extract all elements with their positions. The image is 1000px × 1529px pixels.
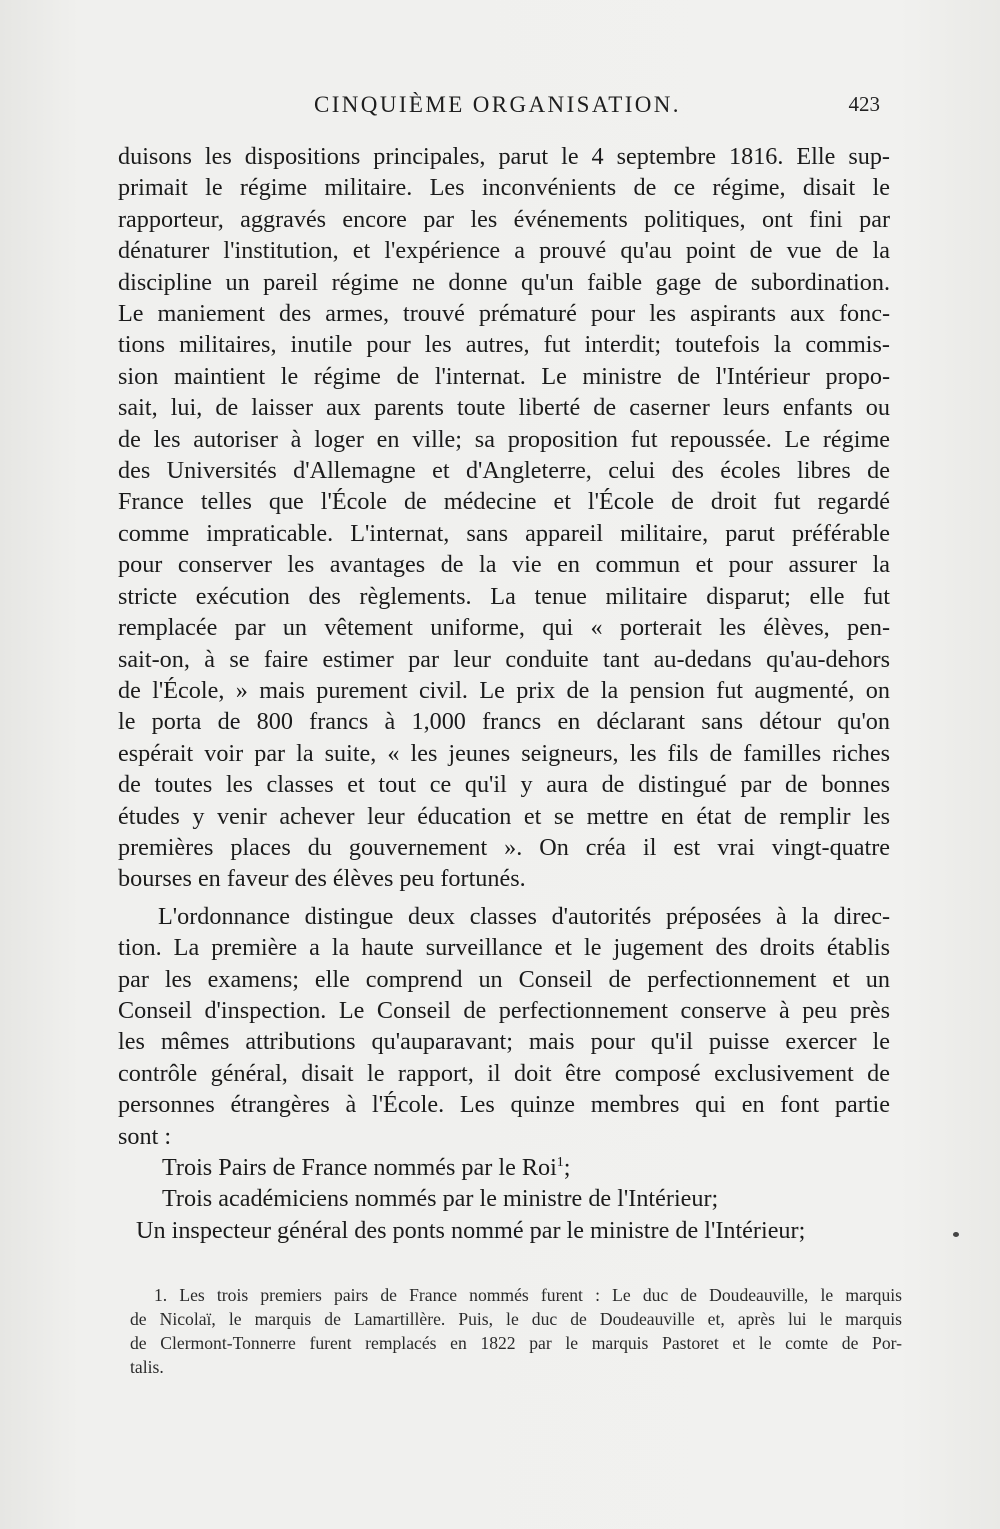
footnote-line: 1. Les trois premiers pairs de France nommés furent : Le duc de Doudeauville, le marquis	[154, 1285, 902, 1305]
list-item-text: Trois Pairs de France nommés par le Roi	[162, 1154, 557, 1181]
text-line: de l'École, » mais purement civil. Le prix de la pension fut augmenté, on	[118, 676, 890, 704]
text-line: contrôle général, disait le rapport, il doit être composé exclusivement de	[118, 1059, 890, 1087]
text-line: premières places du gouvernement ». On créa il est vrai vingt-quatre	[118, 833, 890, 861]
text-line: tions militaires, inutile pour les autres, fut interdit; toutefois la commis-	[118, 331, 890, 359]
text-line: L'ordonnance distingue deux classes d'autorités préposées à la direc-	[158, 902, 890, 930]
text-line: comme impraticable. L'internat, sans appareil militaire, parut préférable	[118, 519, 890, 547]
list-item-end: ;	[563, 1154, 571, 1181]
text-line: discipline un pareil régime ne donne qu'un faible gage de subordination.	[118, 268, 890, 296]
text-line: personnes étrangères à l'École. Les quinze membres qui en font partie	[118, 1091, 890, 1119]
paragraph-1	[118, 141, 890, 895]
text-line: rapporteur, aggravés encore par les événements politiques, ont fini par	[118, 205, 890, 233]
text-line: stricte exécution des règlements. La tenue militaire disparut; elle fut	[118, 582, 890, 610]
list-item-text: Un inspecteur général des ponts nommé par le ministre de l'Intérieur;	[136, 1216, 806, 1244]
text-line: sait, lui, de laisser aux parents toute liberté de caserner leurs enfants ou	[118, 394, 890, 422]
members-list	[118, 1152, 890, 1246]
text-line: Le maniement des armes, trouvé prématuré pour les aspirants aux fonc-	[118, 300, 890, 328]
text-line: primait le régime militaire. Les inconvénients de ce régime, disait le	[118, 174, 890, 202]
footnote-line: de Nicolaï, le marquis de Lamartillère. Puis, le duc de Doudeauville et, après lui le marquis	[130, 1309, 902, 1329]
text-line: sion maintient le régime de l'internat. Le ministre de l'Intérieur propo-	[118, 362, 890, 390]
running-head: CINQUIÈME ORGANISATION.	[314, 92, 681, 117]
text-line: remplacée par un vêtement uniforme, qui « porterait les élèves, pen-	[118, 614, 890, 642]
page-header	[118, 92, 880, 126]
list-item	[118, 1215, 890, 1246]
text-line: les mêmes attributions qu'auparavant; mais pour qu'il puisse exercer le	[118, 1028, 890, 1056]
list-item	[118, 1152, 890, 1183]
list-item-text: Trois académiciens nommés par le ministre de l'Intérieur;	[162, 1185, 719, 1213]
text-line: études y venir achever leur éducation et se mettre en état de remplir les	[118, 802, 890, 830]
text-line: bourses en faveur des élèves peu fortunés.	[118, 865, 526, 893]
main-text	[118, 141, 890, 1246]
text-line: pour conserver les avantages de la vie en commun et pour assurer la	[118, 551, 890, 579]
text-line: France telles que l'École de médecine et l'École de droit fut regardé	[118, 488, 890, 516]
text-line: sait-on, à se faire estimer par leur conduite tant au-dedans qu'au-dehors	[118, 645, 890, 673]
footnote-line: talis.	[130, 1357, 164, 1377]
text-line: par les examens; elle comprend un Conseil de perfectionnement et un	[118, 965, 890, 993]
footnote-line: de Clermont-Tonnerre furent remplacés en 1822 par le marquis Pastoret et le comte de Por-	[130, 1333, 902, 1353]
text-line: de les autoriser à loger en ville; sa proposition fut repoussée. Le régime	[118, 425, 890, 453]
text-line: espérait voir par la suite, « les jeunes seigneurs, les fils de familles riches	[118, 739, 890, 767]
text-line: sont :	[118, 1122, 172, 1150]
print-speck	[953, 1232, 959, 1237]
footnote-ref[interactable]: 1	[556, 1154, 564, 1170]
paragraph-2	[118, 901, 890, 1152]
text-line: duisons les dispositions principales, parut le 4 septembre 1816. Elle sup-	[118, 143, 890, 170]
page-number: 423	[848, 92, 880, 116]
text-line: tion. La première a la haute surveillance et le jugement des droits établis	[118, 934, 890, 962]
text-line: dénaturer l'institution, et l'expérience a prouvé qu'au point de vue de la	[118, 237, 890, 265]
text-line: Conseil d'inspection. Le Conseil de perfectionnement conserve à peu près	[118, 996, 890, 1024]
text-line: des Universités d'Allemagne et d'Angleterre, celui des écoles libres de	[118, 457, 890, 485]
footnotes	[130, 1283, 902, 1379]
list-item	[118, 1183, 890, 1214]
text-line: de toutes les classes et tout ce qu'il y aura de distingué par de bonnes	[118, 771, 890, 799]
text-line: le porta de 800 francs à 1,000 francs en déclarant sans détour qu'on	[118, 708, 890, 736]
